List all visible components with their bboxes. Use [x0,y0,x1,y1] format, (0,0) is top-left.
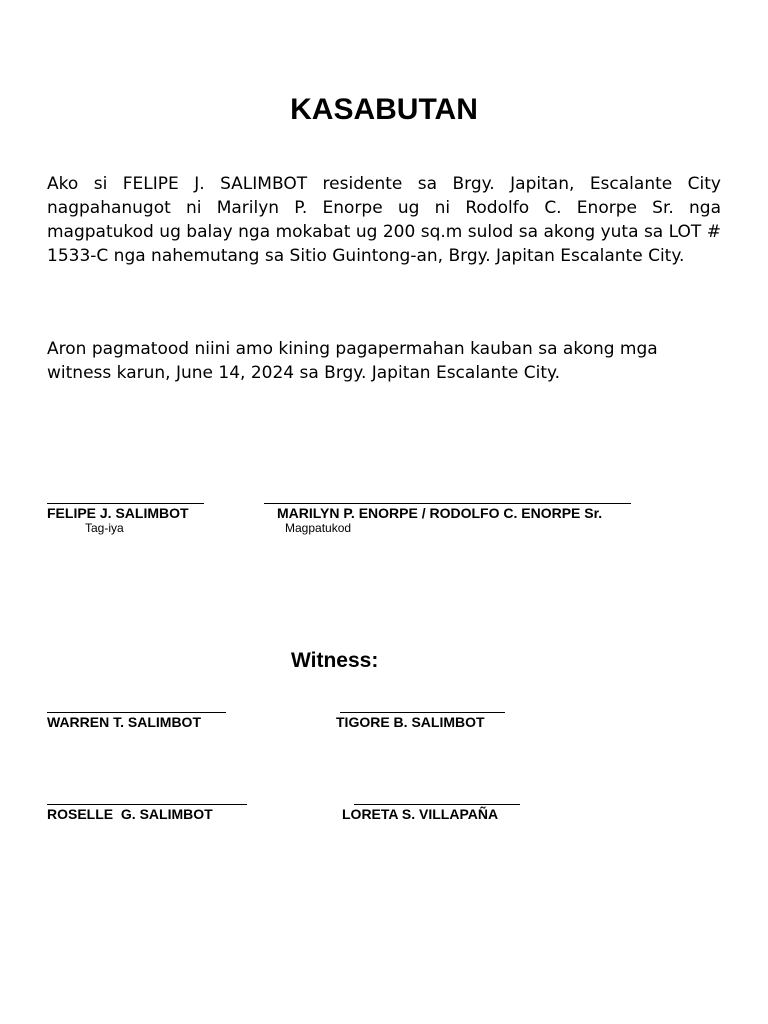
witness-heading: Witness: [291,649,379,672]
witness-name: WARREN T. SALIMBOT [47,714,201,730]
witness-signature-line [354,804,520,805]
witness-signature-line [47,804,247,805]
witness-name: TIGORE B. SALIMBOT [336,714,485,730]
attestation-paragraph: Aron pagmatood niini amo kining pagapermahan kauban sa akong mga witness karun, June 14, 2024 sa Brgy. Japitan Escalante City. [47,339,658,383]
witness-name: ROSELLE G. SALIMBOT [47,806,213,822]
owner-signature-line [47,503,204,504]
builder-role: Magpatukod [285,521,352,535]
document-title: KASABUTAN [290,93,478,126]
owner-name: FELIPE J. SALIMBOT [47,505,189,521]
witness-signature-line [47,712,226,713]
agreement-paragraph: Ako si FELIPE J. SALIMBOT residente sa Brgy. Japitan, Escalante City nagpahanugot ni Marilyn P. Enorpe ug ni Rodolfo C. Enorpe Sr. nga magpatukod ug balay nga mokabat ug 200 sq.m sulod sa akong yuta sa LOT # 1533-C nga nahemutang sa Sitio Guintong-an, Brgy. Japitan Escalante City. [47,174,721,266]
owner-role: Tag-iya [85,521,124,535]
builder-names: MARILYN P. ENORPE / RODOLFO C. ENORPE Sr. [277,505,603,521]
witness-name: LORETA S. VILLAPAÑA [342,806,499,822]
builder-signature-line [264,503,631,504]
witness-signature-line [340,712,505,713]
